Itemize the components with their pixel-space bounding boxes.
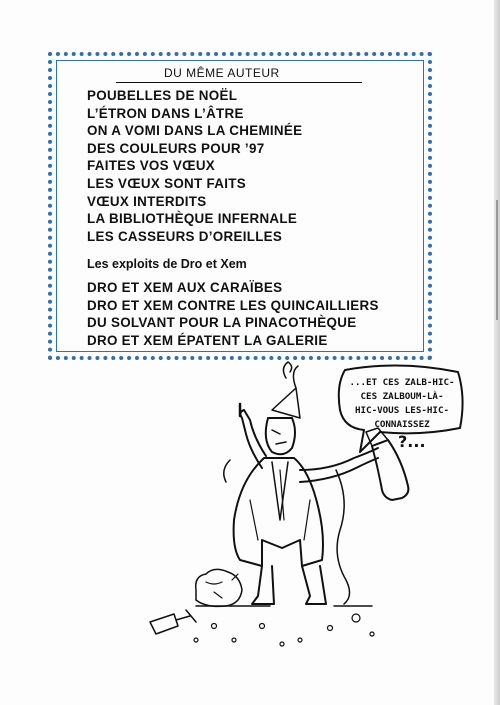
series-heading: Les exploits de Dro et Xem (87, 257, 247, 271)
book-title: LES VŒUX SONT FAITS (87, 175, 246, 191)
speech-bubble-text (342, 376, 462, 432)
character-head (266, 418, 295, 454)
book-title: FAITES VOS VŒUX (87, 158, 216, 174)
book-title: ON A VOMI DANS LA CHEMINÉE (87, 123, 303, 139)
book-title: LES CASSEURS D’OREILLES (87, 228, 283, 244)
bottle-arm (300, 448, 378, 470)
book-title: L’ÉTRON DANS L’ÂTRE (87, 105, 244, 121)
dog (196, 569, 242, 606)
speech-line: ...ET CES ZALB-HIC- (349, 377, 455, 388)
book-title: LA BIBLIOTHÈQUE INFERNALE (87, 211, 298, 227)
speech-line: HIC-VOUS LES-HIC- (354, 405, 450, 416)
speech-line: CES ZALBOUM-LÀ- (360, 391, 444, 402)
speech-question-mark: ?... (398, 432, 426, 451)
party-hat (272, 388, 300, 418)
streamer (336, 470, 350, 604)
book-title: VŒUX INTERDITS (87, 193, 207, 209)
series-book-title: DRO ET XEM AUX CARAÏBES (87, 280, 283, 295)
speech-line: CONNAISSEZ (374, 419, 430, 430)
book-title: POUBELLES DE NOËL (87, 88, 238, 103)
book-title: DES COULEURS POUR ’97 (87, 140, 265, 156)
spilled-glass (150, 610, 196, 634)
page-title: DU MÊME AUTEUR (164, 66, 280, 80)
character-legs (252, 566, 326, 604)
series-book-title: DRO ET XEM ÉPATENT LA GALERIE (87, 332, 328, 348)
series-book-title: DRO ET XEM CONTRE LES QUINCAILLIERS (87, 297, 379, 313)
series-book-title: DU SOLVANT POUR LA PINACOTHÈQUE (87, 315, 357, 331)
